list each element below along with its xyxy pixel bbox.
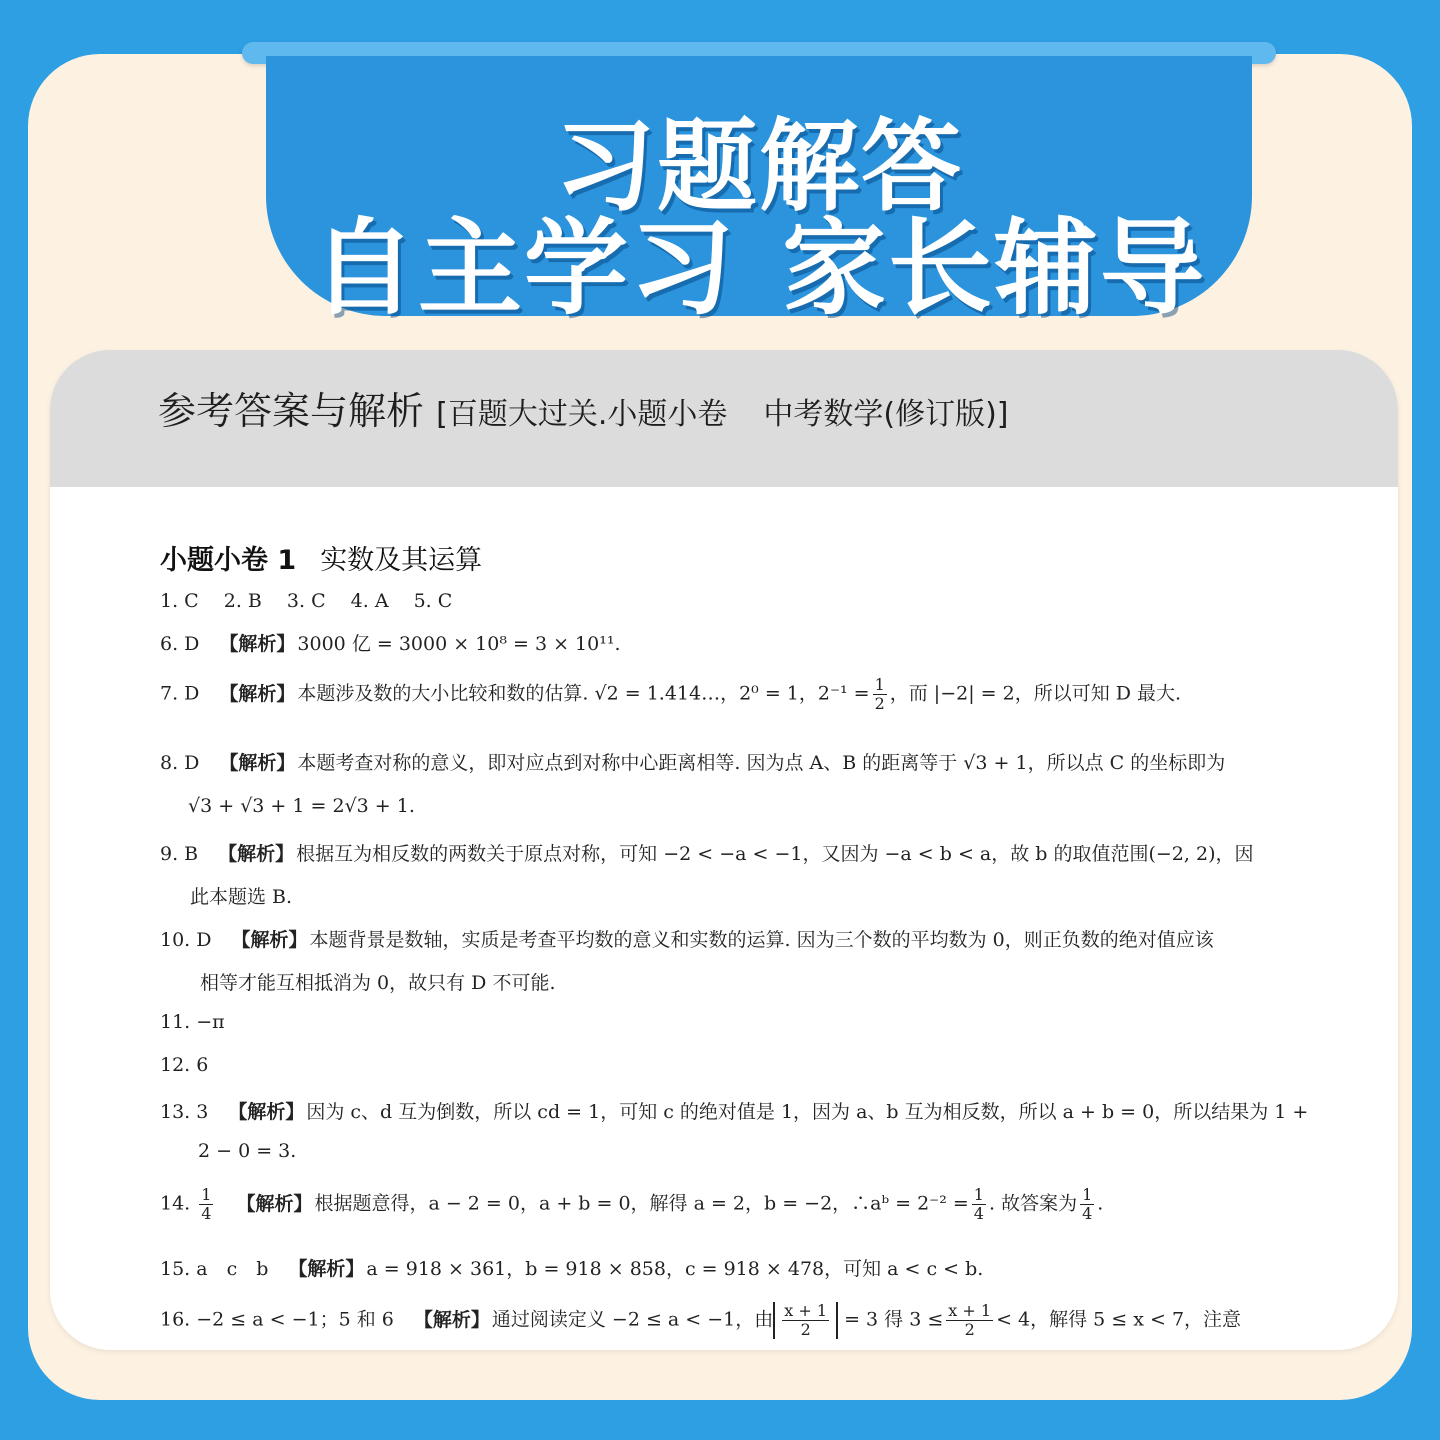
fraction-quarter-answer: $\frac{1}{4}$	[201, 1185, 212, 1223]
banner-headline-2	[266, 184, 1252, 334]
answer-sheet-card	[50, 350, 1398, 1350]
answer-9: 9. B 【解析】 根据互为相反数的两数关于原点对称，可知 −2 < −a < −1，又因为 −a < b < a，故 b 的取值范围(−2, 2)，因	[160, 843, 1254, 865]
fraction-quarter-final: $\frac{1}{4}$	[1082, 1185, 1093, 1223]
answer-15: 15. a c b 【解析】 a = 918 × 361，b = 918 × 858，c = 918 × 478，可知 a < c < b.	[160, 1258, 984, 1280]
banner-headline-1: 习题解答	[555, 108, 963, 225]
answer-10-continued: 相等才能互相抵消为 0，故只有 D 不可能.	[200, 972, 556, 994]
card-title-main: 参考答案与解析	[158, 389, 425, 433]
header-banner	[266, 56, 1252, 329]
answer-6: 6. D 【解析】 3000 亿 = 3000 × 10⁸ = 3 × 10¹¹.	[160, 633, 621, 655]
answer-12: 12. 6	[160, 1054, 209, 1076]
card-title	[158, 380, 1008, 435]
section-number: 小题小卷 1	[160, 545, 297, 576]
answer-16: 16. −2 ≤ a < −1；5 和 6 【解析】 通过阅读定义 −2 ≤ a < −1，由 $\frac{x + 1}{2}$ = 3 得 3 ≤ $\frac{x + 1}{2}$ < 4，解得 5 ≤ x < 7，注意	[160, 1301, 1242, 1339]
section-name: 实数及其运算	[320, 545, 483, 576]
card-subtitle-close: 中考数学(修订版)]	[763, 397, 1009, 432]
answer-1-5: 1. C 2. B 3. C 4. A 5. C	[160, 590, 453, 612]
answer-14: 14. $\frac{1}{4}$ 【解析】 根据题意得，a − 2 = 0，a + b = 0，解得 a = 2，b = −2，∴aᵇ = 2⁻² = $\frac{1}{4}$ . 故答案为 $\frac{1}{4}$ .	[160, 1185, 1104, 1223]
answer-9-continued: 此本题选 B.	[190, 886, 293, 908]
card-subtitle-open: [百题大过关.小题小卷	[436, 397, 728, 432]
answer-10: 10. D 【解析】 本题背景是数轴，实质是考查平均数的意义和实数的运算. 因为三个数的平均数为 0，则正负数的绝对值应该	[160, 929, 1214, 951]
answer-11: 11. −π	[160, 1011, 225, 1033]
fraction-x-plus-1-over-2: $\frac{x + 1}{2}$	[948, 1301, 992, 1339]
banner-headline-2-left: 自主学习	[311, 207, 736, 329]
fraction-half: $\frac{1}{2}$	[874, 675, 885, 713]
fraction-quarter-result: $\frac{1}{4}$	[973, 1185, 984, 1223]
floor-bracket: $\frac{x + 1}{2}$	[773, 1302, 838, 1339]
card-header	[50, 350, 1398, 487]
answer-7: 7. D 【解析】 本题涉及数的大小比较和数的估算. √2 = 1.414…，2⁰ = 1，2⁻¹ = $\frac{1}{2}$ ，而 |−2| = 2，所以可知 D 最大.	[160, 675, 1182, 713]
banner-headline-2-right: 家长辅导	[782, 207, 1207, 329]
answer-8-continued: √3 + √3 + 1 = 2√3 + 1.	[188, 795, 415, 817]
answer-8: 8. D 【解析】 本题考查对称的意义，即对应点到对称中心距离相等. 因为点 A、B 的距离等于 √3 + 1，所以点 C 的坐标即为	[160, 752, 1226, 774]
answer-13-continued: 2 − 0 = 3.	[198, 1140, 297, 1162]
answer-13: 13. 3 【解析】 因为 c、d 互为倒数，所以 cd = 1，可知 c 的绝对值是 1，因为 a、b 互为相反数，所以 a + b = 0，所以结果为 1 +	[160, 1101, 1309, 1123]
section-heading	[160, 538, 482, 577]
